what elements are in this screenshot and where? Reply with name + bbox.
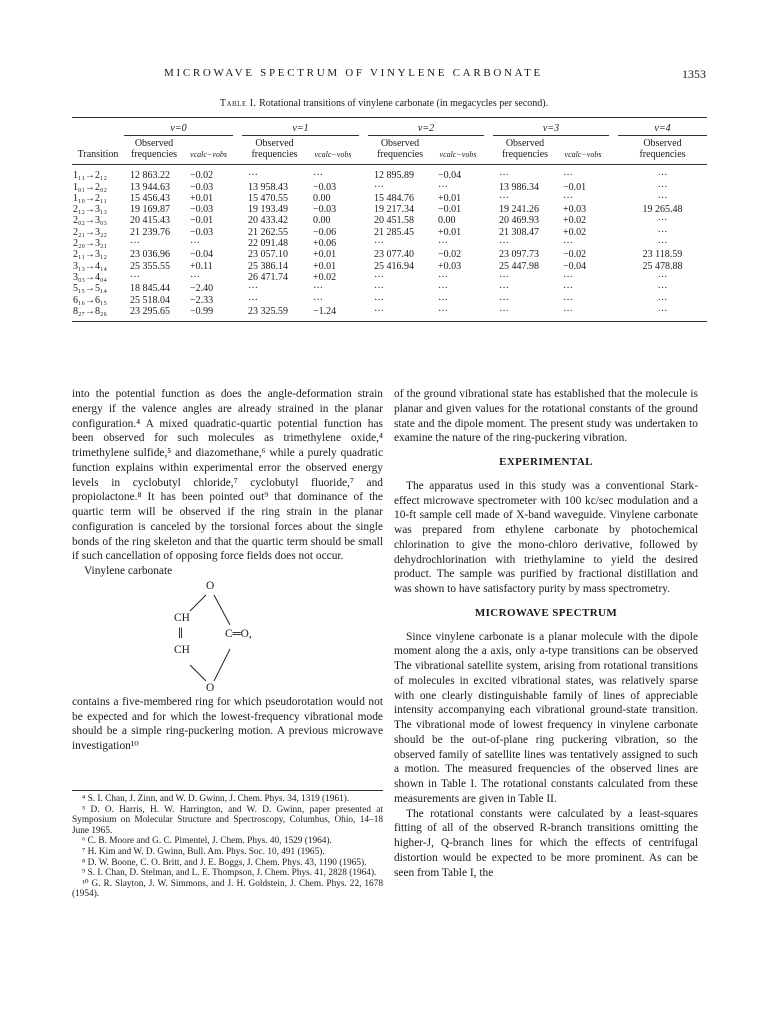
table-cell: ··· xyxy=(499,305,509,317)
table-cell: ··· xyxy=(190,271,200,283)
table-cell: ··· xyxy=(563,271,573,283)
section-heading-microwave-spectrum: MICROWAVE SPECTRUM xyxy=(474,606,618,619)
right-paragraph-1: of the ground vibrational state has established that the molecule is planar and given values for the rotational constants of the ground state and the dipole moment. The present study was undertaken to examine the nature of the ring-puckering vibration. xyxy=(394,388,698,445)
table-cell: 25 518.04 xyxy=(130,294,170,306)
table-cell: ··· xyxy=(563,283,573,295)
ring-double-bond: ∥ xyxy=(178,627,184,640)
table-cell: 18 845.44 xyxy=(130,283,170,295)
table-cell: 23 118.59 xyxy=(642,249,683,261)
table-label: Table I. xyxy=(219,98,257,109)
table-cell-transition: 2₁₁→3₁₂ xyxy=(73,249,107,261)
table-row xyxy=(72,165,707,181)
table-cell: ··· xyxy=(130,271,140,283)
table-cell: ··· xyxy=(657,170,668,182)
table-cell: 23 097.73 xyxy=(499,249,539,261)
table-cell: ··· xyxy=(657,215,668,227)
table-cell: +0.01 xyxy=(313,260,337,272)
table-row xyxy=(72,295,707,306)
table-cell-transition: 2₀₂→3₀₃ xyxy=(73,215,107,227)
table-cell: 26 471.74 xyxy=(248,271,288,283)
table-cell: 25 478.88 xyxy=(642,260,683,272)
table-row xyxy=(72,306,707,322)
table-cell: 21 239.76 xyxy=(130,226,170,238)
table-cell: 19 217.34 xyxy=(374,204,414,216)
table-row xyxy=(72,249,707,260)
table-cell: ··· xyxy=(563,192,573,204)
table-cell: +0.01 xyxy=(313,249,337,261)
table-cell-transition: 3₀₃→4₀₄ xyxy=(73,271,107,283)
header-observed: Observed frequencies xyxy=(501,138,549,160)
table-cell: ··· xyxy=(374,271,384,283)
table-cell: ··· xyxy=(438,283,448,295)
table-cell: 13 944.63 xyxy=(130,181,170,193)
table-cell: 23 057.10 xyxy=(248,249,288,261)
table-cell: ··· xyxy=(563,305,573,317)
table-cell: ··· xyxy=(499,283,509,295)
table-cell: −0.03 xyxy=(190,204,214,216)
table-cell-transition: 3₁₃→4₁₄ xyxy=(73,260,107,272)
right-column xyxy=(394,387,698,880)
table-cell: ··· xyxy=(438,271,448,283)
footnote: ¹⁰ G. R. Slayton, J. W. Simmons, and J. H. Goldstein, J. Chem. Phys. 22, 1678 (1954). xyxy=(72,878,383,900)
table-cell: ··· xyxy=(313,294,323,306)
table-cell: −0.03 xyxy=(313,181,337,193)
table-cell: 19 241.26 xyxy=(499,204,539,216)
table-cell: ··· xyxy=(563,170,573,182)
table-cell: −0.02 xyxy=(563,249,587,261)
table-cell: ··· xyxy=(499,170,509,182)
ring-ch-bottom: CH xyxy=(174,643,190,656)
table-cell: 20 451.58 xyxy=(374,215,414,227)
table-cell-transition: 2₁₂→3₁₃ xyxy=(73,204,107,216)
table-cell: 21 262.55 xyxy=(248,226,288,238)
table-cell: ··· xyxy=(438,305,448,317)
table-cell-transition: 1₁₀→2₁₁ xyxy=(73,192,107,204)
ring-ch-top: CH xyxy=(174,611,190,624)
table-cell: ··· xyxy=(657,283,668,295)
table-cell: ··· xyxy=(374,294,384,306)
table-cell-transition: 2₂₁→3₂₂ xyxy=(73,226,107,238)
table-cell: ··· xyxy=(563,294,573,306)
table-cell: ··· xyxy=(374,305,384,317)
table-row xyxy=(72,238,707,249)
table-cell: ··· xyxy=(499,192,509,204)
table-cell: 20 433.42 xyxy=(248,215,288,227)
table-cell: ··· xyxy=(657,192,668,204)
table-caption xyxy=(0,98,768,109)
table-cell: 12 895.89 xyxy=(374,170,414,182)
table-cell: 23 295.65 xyxy=(130,305,170,317)
table-cell: 23 036.96 xyxy=(130,249,170,261)
footnote: ⁹ S. I. Chan, D. Stelman, and L. E. Thompson, J. Chem. Phys. 41, 2828 (1964). xyxy=(82,868,377,879)
table-cell: ··· xyxy=(190,238,200,250)
table-cell: +0.01 xyxy=(438,192,462,204)
left-paragraph-2: Vinylene carbonate xyxy=(84,565,173,577)
table-cell: 0.00 xyxy=(313,192,331,204)
table-cell: 15 470.55 xyxy=(248,192,288,204)
table-cell-transition: 8₂₇→8₂₆ xyxy=(73,305,107,317)
vinylene-carbonate-structure xyxy=(72,581,383,695)
footnote: ⁵ D. O. Harris, H. W. Harrington, and W. D. Gwinn, paper presented at Symposium on Molecular Structure and Spectroscopy, Columbus, Ohio, 14–18 June 1965. xyxy=(72,804,383,836)
left-paragraph-1: into the potential function as does the angle-deformation strain energy if the valence angles are already strained in the planar configuration.⁴ A mixed quadratic-quartic potential function has been observed for such molecules as trimethylene oxide,⁴ trimethylene sulfide,⁵ and diazomethane,⁶ while a purely quadratic function explains within experimental error the observed energy levels in cyclobutyl chloride,⁷ cyclobutyl fluoride,⁷ and propiolactone.⁸ It has been pointed out⁹ that dominance of the quartic term will be observed if the ring strain in the planar configuration is canceled by the torsional forces about the single bonds of the ring skeleton and that the quartic term should be small if such cancellation of opposing force fields does not occur. xyxy=(72,388,383,563)
table-row xyxy=(72,272,707,283)
table-caption-text: Rotational transitions of vinylene carbonate (in megacycles per second). xyxy=(259,98,549,109)
header-observed: Observed frequencies xyxy=(639,138,686,160)
table-cell: ··· xyxy=(248,294,258,306)
table-cell: +0.11 xyxy=(190,260,213,272)
table-cell: 20 469.93 xyxy=(499,215,539,227)
table-row xyxy=(72,261,707,272)
ring-oxygen-top: O xyxy=(206,579,215,592)
header-diff: νcalc−νobs xyxy=(439,149,477,159)
table-row xyxy=(72,283,707,294)
table-cell: ··· xyxy=(657,305,668,317)
footnotes xyxy=(72,790,383,900)
table-cell: 19 265.48 xyxy=(642,204,683,216)
table-cell: −0.03 xyxy=(313,204,337,216)
footnote: ⁴ S. I. Chan, J. Zinn, and W. D. Gwinn, J. Chem. Phys. 34, 1319 (1961). xyxy=(82,794,350,804)
table-cell-transition: 6₁₆→6₁₅ xyxy=(73,294,107,306)
group-v3: v=3 xyxy=(493,118,609,136)
table-cell-transition: 5₁₅→5₁₄ xyxy=(73,283,107,295)
table-cell: +0.02 xyxy=(563,215,587,227)
header-diff: νcalc−νobs xyxy=(564,149,602,159)
table-cell: +0.03 xyxy=(563,204,587,216)
footnote: ⁸ D. W. Boone, C. O. Britt, and J. E. Boggs, J. Chem. Phys. 43, 1190 (1965). xyxy=(82,857,367,868)
table-cell: ··· xyxy=(563,238,573,250)
table-cell: 25 386.14 xyxy=(248,260,288,272)
table-cell: −0.03 xyxy=(190,226,214,238)
table-cell: ··· xyxy=(374,283,384,295)
table-cell: ··· xyxy=(657,181,668,193)
table-cell: −2.40 xyxy=(190,283,214,295)
table-cell: 23 077.40 xyxy=(374,249,414,261)
table-cell: 19 193.49 xyxy=(248,204,288,216)
table-cell: ··· xyxy=(499,271,509,283)
table-cell: 0.00 xyxy=(438,215,456,227)
table-cell: 25 447.98 xyxy=(499,260,539,272)
table-cell: ··· xyxy=(248,170,258,182)
table-cell: ··· xyxy=(657,226,668,238)
table-cell: 23 325.59 xyxy=(248,305,288,317)
table-row xyxy=(72,182,707,193)
table-row xyxy=(72,204,707,215)
table-cell: ··· xyxy=(438,238,448,250)
table-cell: +0.06 xyxy=(313,238,337,250)
table-cell: ··· xyxy=(130,238,140,250)
table-cell: ··· xyxy=(657,294,668,306)
header-diff: νcalc−νobs xyxy=(314,149,352,159)
table-cell: −2.33 xyxy=(190,294,214,306)
table-cell: 13 986.34 xyxy=(499,181,539,193)
left-column xyxy=(72,387,383,754)
table-cell: ··· xyxy=(438,294,448,306)
table-cell: 0.00 xyxy=(313,215,331,227)
table-cell: ··· xyxy=(374,238,384,250)
table-cell: ··· xyxy=(438,181,448,193)
table-cell: −0.04 xyxy=(563,260,587,272)
table-cell: +0.02 xyxy=(313,271,337,283)
table-cell: 15 456.43 xyxy=(130,192,170,204)
table-cell: 15 484.76 xyxy=(374,192,414,204)
group-v2: v=2 xyxy=(368,118,484,136)
table-cell: −0.02 xyxy=(438,249,462,261)
table-cell: −0.04 xyxy=(190,249,214,261)
footnote: ⁷ H. Kim and W. D. Gwinn, Bull. Am. Phys. Soc. 10, 491 (1965). xyxy=(82,846,325,857)
group-v4: v=4 xyxy=(618,118,707,136)
section-heading-experimental: EXPERIMENTAL xyxy=(499,456,593,468)
right-paragraph-3: Since vinylene carbonate is a planar molecule with the dipole moment along the a axis, only a-type transitions can be observed The vibrational satellite system, arising from rotational transitions of molecules in excited vibrational states, was relatively sparse with one clearly distinguishable family of lines of appreciable intensity accompanying each vibrational ground-state transition. The vibrational mode of lowest frequency in vinylene carbonate should be the out-of-plane ring puckering vibration, so the observed family of satellite lines was tentatively assigned to such a motion. The measured frequencies of the observed lines are shown in Table I. The rotational constants calculated from these measurements are given in Table II. xyxy=(394,630,698,805)
table-cell: ··· xyxy=(499,294,509,306)
table-cell-transition: 1₁₁→2₁₂ xyxy=(73,170,107,182)
carbonyl-group: C═O, xyxy=(225,627,252,640)
table-cell: ··· xyxy=(313,170,323,182)
table-row xyxy=(72,215,707,226)
table-cell: −1.24 xyxy=(313,305,337,317)
table-cell: ··· xyxy=(657,271,668,283)
running-head xyxy=(66,67,706,83)
header-observed: Observed frequencies xyxy=(130,138,178,160)
running-title: MICROWAVE SPECTRUM OF VINYLENE CARBONATE xyxy=(164,67,543,79)
table-row xyxy=(72,193,707,204)
group-v1: v=1 xyxy=(242,118,359,136)
right-paragraph-2: The apparatus used in this study was a conventional Stark-effect microwave spectrometer with 100 kc/sec modulation and a 10-ft sample cell made of X-band waveguide. Vinylene carbonate was prepared from ethylene carbonate by photochemical chlorination to give the mono-chloro derivative, followed by dehydrochlorination with triethylamine to yield the desired product. The sample was purified by fractional distillation and was shown to have satisfactory purity by mass spectrometry. xyxy=(394,479,698,595)
table-cell: −0.01 xyxy=(563,181,587,193)
group-v0: v=0 xyxy=(124,118,233,136)
table-cell: −0.01 xyxy=(190,215,214,227)
table-cell: 21 308.47 xyxy=(499,226,539,238)
table-row xyxy=(72,227,707,238)
table-cell: ··· xyxy=(499,238,509,250)
table-cell: −0.02 xyxy=(190,170,214,182)
table-cell: −0.99 xyxy=(190,305,214,317)
table-cell-transition: 2₂₀→3₂₁ xyxy=(73,238,107,250)
left-paragraph-3: contains a five-membered ring for which pseudorotation would not be expected and for which the lowest-frequency vibrational mode should be a simple ring-puckering motion. A previous microwave investigation¹⁰ xyxy=(72,695,383,752)
table-cell: 20 415.43 xyxy=(130,215,170,227)
page-number: 1353 xyxy=(682,67,706,81)
table-cell: 19 169.87 xyxy=(130,204,170,216)
header-transition: Transition xyxy=(77,148,119,160)
table-cell: 13 958.43 xyxy=(248,181,288,193)
table-cell: ··· xyxy=(374,181,384,193)
table-cell: +0.01 xyxy=(438,226,462,238)
table-cell: 25 355.55 xyxy=(130,260,170,272)
table-cell-transition: 1₀₁→2₀₂ xyxy=(73,181,107,193)
table-cell: ··· xyxy=(313,283,323,295)
table-body xyxy=(72,165,707,321)
table-cell: 22 091.48 xyxy=(248,238,288,250)
header-observed: Observed frequencies xyxy=(251,138,298,160)
table-cell: +0.01 xyxy=(190,192,214,204)
ring-oxygen-bottom: O xyxy=(206,681,215,694)
table-cell: +0.02 xyxy=(563,226,587,238)
table-cell: −0.04 xyxy=(438,170,462,182)
right-paragraph-4: The rotational constants were calculated by a least-squares fitting of all of the observed R-branch transitions omitting the higher-J, Q-branch lines for which the effects of centrifugal distortion would be expected to be more prominent. As can be seen from Table I, the xyxy=(394,807,698,879)
table-cell: ··· xyxy=(248,283,258,295)
table-cell: 25 416.94 xyxy=(374,260,414,272)
table-cell: 21 285.45 xyxy=(374,226,414,238)
footnote: ⁶ C. B. Moore and G. C. Pimentel, J. Chem. Phys. 40, 1529 (1964). xyxy=(82,836,332,847)
table-cell: −0.01 xyxy=(438,204,462,216)
table-cell: +0.03 xyxy=(438,260,462,272)
header-observed: Observed frequencies xyxy=(376,138,424,160)
transitions-table xyxy=(72,117,707,322)
table-cell: 12 863.22 xyxy=(130,170,170,182)
table-cell: −0.03 xyxy=(190,181,214,193)
header-diff: νcalc−νobs xyxy=(190,149,227,159)
table-cell: ··· xyxy=(657,238,668,250)
table-cell: −0.06 xyxy=(313,226,337,238)
